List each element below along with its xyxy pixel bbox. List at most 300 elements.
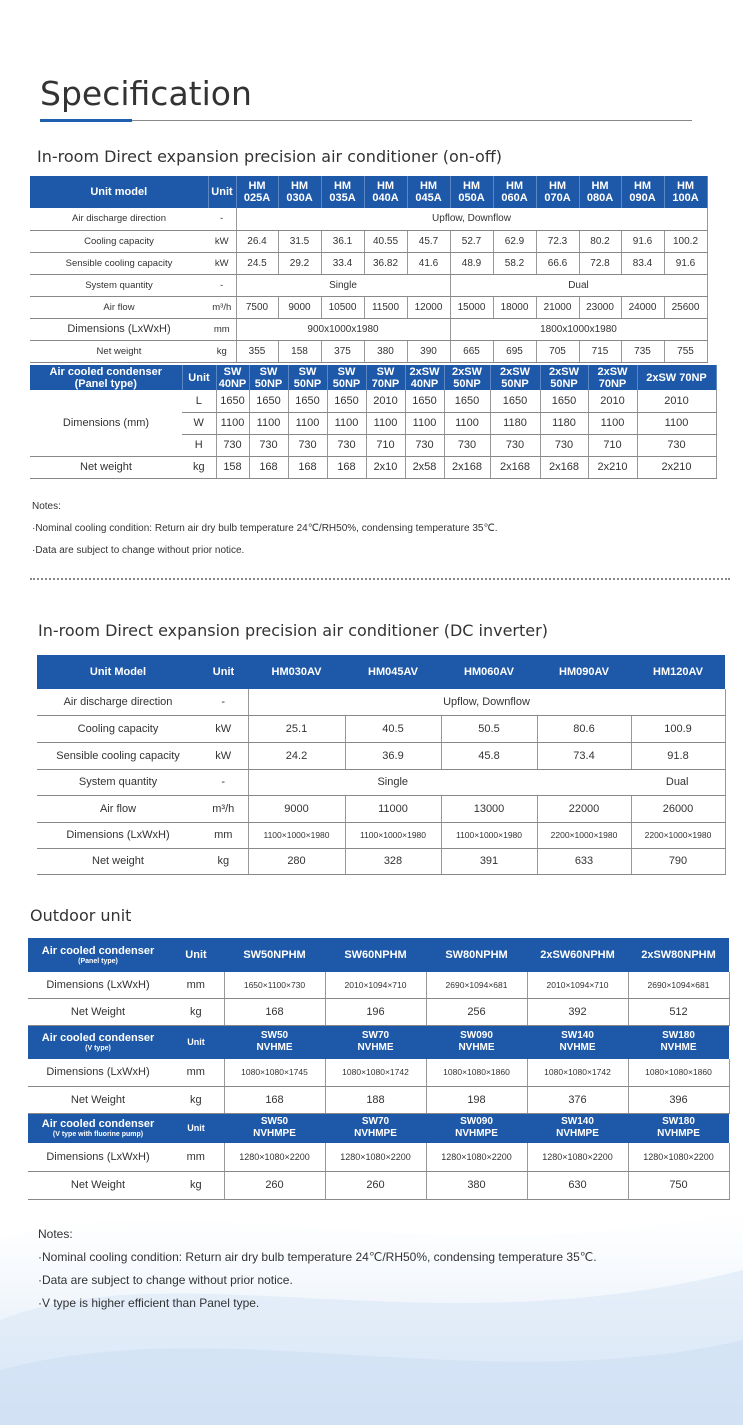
vtype-header-row [28, 1025, 729, 1059]
cell: 25.1 [248, 715, 345, 742]
header-unit-model: Unit Model [37, 655, 199, 689]
section1-condenser-table [30, 365, 716, 479]
table-row [28, 998, 729, 1025]
header-condenser-sub: (V type with fluorine pump) [52, 1130, 144, 1138]
cell: 1100 [249, 412, 288, 434]
cell: 730 [405, 434, 444, 456]
cell: 750 [628, 1171, 729, 1199]
cell: 1100 [288, 412, 327, 434]
note-item: ·Data are subject to change without prior notice. [32, 545, 245, 556]
cell: 11000 [345, 795, 441, 822]
cell: Dual [450, 274, 707, 296]
model-header: HM 025A [236, 176, 278, 208]
row-unit: mm [168, 972, 224, 998]
row-unit: mm [199, 822, 248, 848]
cell: 168 [224, 998, 325, 1025]
model-header: HM 060A [493, 176, 536, 208]
cell: 168 [249, 456, 288, 478]
cell: 48.9 [450, 252, 493, 274]
cell: 2x168 [490, 456, 540, 478]
cell: 33.4 [321, 252, 364, 274]
cell: 91.8 [631, 742, 725, 769]
cell: 1650 [327, 390, 366, 412]
header-condenser-label: Air cooled condenser [41, 1117, 155, 1130]
model-header: HM 100A [664, 176, 707, 208]
cell: 2x210 [637, 456, 716, 478]
row-unit: - [199, 689, 248, 715]
cell: 1100 [444, 412, 490, 434]
model-header: HM 035A [321, 176, 364, 208]
model-header: HM030AV [248, 655, 345, 689]
cell: 12000 [407, 296, 450, 318]
row-label: Sensible cooling capacity [30, 252, 208, 274]
row-label: Dimensions (mm) [30, 390, 182, 456]
row-unit: - [208, 274, 236, 296]
table-row [37, 795, 725, 822]
cell: 80.2 [579, 230, 621, 252]
cell: 1650 [249, 390, 288, 412]
model-header: SW 50NP [249, 365, 288, 390]
cell: 2690×1094×681 [426, 972, 527, 998]
cell: 36.1 [321, 230, 364, 252]
row-unit: m³/h [199, 795, 248, 822]
cell: 1100 [216, 412, 249, 434]
cell: 1080×1080×1860 [628, 1059, 729, 1086]
cell: 328 [345, 848, 441, 874]
row-label: Net Weight [28, 998, 168, 1025]
model-header: HM 050A [450, 176, 493, 208]
cell: 2x168 [444, 456, 490, 478]
header-condenser-label: Air cooled condenser [41, 1031, 155, 1044]
row-unit: kW [199, 715, 248, 742]
cell: 25600 [664, 296, 707, 318]
row-label: Cooling capacity [30, 230, 208, 252]
model-header: 2xSW 70NP [637, 365, 716, 390]
cell: 2010×1094×710 [527, 972, 628, 998]
row-unit: kW [208, 252, 236, 274]
model-header: SW80NPHM [426, 938, 527, 972]
row-unit: kg [168, 1171, 224, 1199]
cell: 41.6 [407, 252, 450, 274]
cell: 630 [527, 1171, 628, 1199]
cell: 755 [664, 340, 707, 362]
model-header: HM 090A [621, 176, 664, 208]
cell: 188 [325, 1086, 426, 1113]
cell: 91.6 [621, 230, 664, 252]
row-label: Air discharge direction [30, 208, 208, 230]
table-row [30, 318, 707, 340]
vpump-header-row [28, 1113, 729, 1143]
cell: 1280×1080×2200 [628, 1143, 729, 1171]
table-row [30, 340, 707, 362]
cell: 11500 [364, 296, 407, 318]
model-header: SW60NPHM [325, 938, 426, 972]
header-condenser-sub: (Panel type) [78, 957, 118, 965]
table-row [37, 742, 725, 769]
section1-header-row [30, 176, 707, 208]
table-row [30, 252, 707, 274]
cell: 1650 [288, 390, 327, 412]
cell: 1100×1000×1980 [441, 822, 537, 848]
section3-notes [38, 1223, 597, 1315]
cell: 735 [621, 340, 664, 362]
cell: 2x58 [405, 456, 444, 478]
cell: 391 [441, 848, 537, 874]
table-row [28, 1059, 729, 1086]
header-condenser [28, 938, 168, 972]
row-unit: H [182, 434, 216, 456]
cell: 2010 [637, 390, 716, 412]
model-header: 2xSW 50NP [540, 365, 588, 390]
cell: 72.8 [579, 252, 621, 274]
row-label: Net Weight [28, 1171, 168, 1199]
model-header: SW70 NVHME [325, 1025, 426, 1059]
cell: 2200×1000×1980 [631, 822, 725, 848]
cell: 2010 [588, 390, 637, 412]
cell: 73.4 [537, 742, 631, 769]
cell: 31.5 [278, 230, 321, 252]
model-header: 2xSW 50NP [490, 365, 540, 390]
model-header: SW50NPHM [224, 938, 325, 972]
cell: 7500 [236, 296, 278, 318]
cell: 730 [288, 434, 327, 456]
cell: 168 [288, 456, 327, 478]
cell: 376 [527, 1086, 628, 1113]
row-unit: mm [168, 1143, 224, 1171]
table-row [28, 1143, 729, 1171]
cell: 22000 [537, 795, 631, 822]
cell: 2x10 [366, 456, 405, 478]
row-label: Net weight [30, 340, 208, 362]
section3-title: Outdoor unit [30, 906, 132, 925]
cell: 24.2 [248, 742, 345, 769]
cell: 710 [588, 434, 637, 456]
cell: 280 [248, 848, 345, 874]
row-label: Air discharge direction [37, 689, 199, 715]
header-condenser [28, 1113, 168, 1143]
row-label: Dimensions (LxWxH) [30, 318, 208, 340]
row-unit: kW [208, 230, 236, 252]
header-unit: Unit [168, 1025, 224, 1059]
header-unit: Unit [208, 176, 236, 208]
cell: 1100 [366, 412, 405, 434]
cell: 10500 [321, 296, 364, 318]
row-label: Net Weight [28, 1086, 168, 1113]
table-row [30, 274, 707, 296]
cell: 2010×1094×710 [325, 972, 426, 998]
note-item: ·Nominal cooling condition: Return air dry bulb temperature 24℃/RH50%, condensing temperature 35℃. [38, 1250, 597, 1264]
cell: 1080×1080×1742 [527, 1059, 628, 1086]
cell: 1100 [588, 412, 637, 434]
model-header: SW50 NVHMPE [224, 1113, 325, 1143]
header-condenser: Air cooled condenser (Panel type) [30, 365, 182, 390]
cell: 1650×1100×730 [224, 972, 325, 998]
model-header: HM 070A [536, 176, 579, 208]
cell: 390 [407, 340, 450, 362]
row-label: Cooling capacity [37, 715, 199, 742]
table-row [30, 456, 716, 478]
section2-title: In-room Direct expansion precision air conditioner (DC inverter) [38, 621, 548, 640]
row-label: Dimensions (LxWxH) [28, 972, 168, 998]
cell: Dual [537, 769, 725, 795]
cell: 26000 [631, 795, 725, 822]
row-unit: kg [182, 456, 216, 478]
cell: 260 [224, 1171, 325, 1199]
cell: 2x168 [540, 456, 588, 478]
cell: 168 [327, 456, 366, 478]
cell: 900x1000x1980 [236, 318, 450, 340]
cell: 1650 [490, 390, 540, 412]
table-row [30, 208, 707, 230]
cell: 52.7 [450, 230, 493, 252]
cell: 80.6 [537, 715, 631, 742]
model-header: HM060AV [441, 655, 537, 689]
model-header: 2xSW60NPHM [527, 938, 628, 972]
model-header: SW180 NVHME [628, 1025, 729, 1059]
row-unit: kg [208, 340, 236, 362]
cell: 2x210 [588, 456, 637, 478]
cell: 790 [631, 848, 725, 874]
cell: 66.6 [536, 252, 579, 274]
model-header: 2xSW80NPHM [628, 938, 729, 972]
row-label: Dimensions (LxWxH) [37, 822, 199, 848]
table-row [37, 715, 725, 742]
cell: 62.9 [493, 230, 536, 252]
row-label: Net weight [30, 456, 182, 478]
model-header: HM045AV [345, 655, 441, 689]
row-unit: kg [199, 848, 248, 874]
table-row [28, 972, 729, 998]
header-condenser-sub: (V type) [85, 1044, 111, 1052]
cell: 256 [426, 998, 527, 1025]
cell: 1100×1000×1980 [345, 822, 441, 848]
row-unit: W [182, 412, 216, 434]
cell: 91.6 [664, 252, 707, 274]
cell: 24.5 [236, 252, 278, 274]
cell: 260 [325, 1171, 426, 1199]
cell: 633 [537, 848, 631, 874]
table-row [30, 230, 707, 252]
row-unit: - [208, 208, 236, 230]
model-header: HM 040A [364, 176, 407, 208]
cell: 1280×1080×2200 [325, 1143, 426, 1171]
table-row [30, 390, 716, 412]
cell: 730 [327, 434, 366, 456]
table-row [30, 296, 707, 318]
note-item: ·Nominal cooling condition: Return air dry bulb temperature 24℃/RH50%, condensing temperature 35℃. [32, 523, 498, 534]
section1-table [30, 176, 708, 363]
model-header: HM090AV [537, 655, 631, 689]
title-rule-accent [40, 119, 132, 122]
cell: 1100×1000×1980 [248, 822, 345, 848]
model-header: SW 50NP [288, 365, 327, 390]
model-header: SW 70NP [366, 365, 405, 390]
cell: 1800x1000x1980 [450, 318, 707, 340]
cell: 715 [579, 340, 621, 362]
model-header: SW 40NP [216, 365, 249, 390]
cell: 15000 [450, 296, 493, 318]
cell: 40.5 [345, 715, 441, 742]
model-header: HM 080A [579, 176, 621, 208]
section-divider [30, 578, 730, 580]
panel-header-row [28, 938, 729, 972]
cell: 730 [490, 434, 540, 456]
cell: 1650 [444, 390, 490, 412]
cell: 24000 [621, 296, 664, 318]
cell: 380 [364, 340, 407, 362]
cell: 1080×1080×1742 [325, 1059, 426, 1086]
row-unit: m³/h [208, 296, 236, 318]
cell: 2690×1094×681 [628, 972, 729, 998]
cell: 695 [493, 340, 536, 362]
row-unit: L [182, 390, 216, 412]
cell: 730 [249, 434, 288, 456]
cell: 730 [216, 434, 249, 456]
model-header: 2xSW 50NP [444, 365, 490, 390]
model-header: SW 50NP [327, 365, 366, 390]
model-header: HM 030A [278, 176, 321, 208]
row-unit: - [199, 769, 248, 795]
section1-title: In-room Direct expansion precision air conditioner (on-off) [37, 147, 502, 166]
note-item: ·V type is higher efficient than Panel type. [38, 1296, 260, 1310]
row-unit: mm [168, 1059, 224, 1086]
cell: 72.3 [536, 230, 579, 252]
model-header: HM120AV [631, 655, 725, 689]
table-row [37, 822, 725, 848]
cell: 26.4 [236, 230, 278, 252]
section2-table [37, 655, 726, 875]
row-label: Air flow [30, 296, 208, 318]
model-header: 2xSW 70NP [588, 365, 637, 390]
cell: 21000 [536, 296, 579, 318]
cell: 13000 [441, 795, 537, 822]
row-label: Air flow [37, 795, 199, 822]
condenser-header-row [30, 365, 716, 390]
row-label: Net weight [37, 848, 199, 874]
model-header: 2xSW 40NP [405, 365, 444, 390]
cell: 9000 [248, 795, 345, 822]
table-row [28, 1171, 729, 1199]
header-unit: Unit [168, 938, 224, 972]
cell: 730 [637, 434, 716, 456]
row-label: Dimensions (LxWxH) [28, 1143, 168, 1171]
cell: 29.2 [278, 252, 321, 274]
cell: 158 [278, 340, 321, 362]
cell: 45.7 [407, 230, 450, 252]
cell: 158 [216, 456, 249, 478]
cell: 1100 [637, 412, 716, 434]
cell: 1280×1080×2200 [224, 1143, 325, 1171]
cell: 18000 [493, 296, 536, 318]
cell: 2200×1000×1980 [537, 822, 631, 848]
outdoor-table [28, 938, 730, 1200]
cell: 1100 [327, 412, 366, 434]
row-label: System quantity [30, 274, 208, 296]
table-row [37, 848, 725, 874]
model-header: SW090 NVHMPE [426, 1113, 527, 1143]
header-condenser [28, 1025, 168, 1059]
cell: 9000 [278, 296, 321, 318]
cell: 100.2 [664, 230, 707, 252]
cell: 710 [366, 434, 405, 456]
header-condenser-label: Air cooled condenser [41, 944, 155, 957]
cell: Single [248, 769, 537, 795]
cell: 83.4 [621, 252, 664, 274]
cell: 23000 [579, 296, 621, 318]
table-row [37, 689, 725, 715]
cell: 50.5 [441, 715, 537, 742]
cell: 1180 [490, 412, 540, 434]
cell: 2010 [366, 390, 405, 412]
cell: 1100 [405, 412, 444, 434]
cell: 396 [628, 1086, 729, 1113]
model-header: SW090 NVHME [426, 1025, 527, 1059]
cell: 40.55 [364, 230, 407, 252]
note-item: ·Data are subject to change without prior notice. [38, 1273, 293, 1287]
notes-heading: Notes: [38, 1227, 73, 1241]
cell: Upflow, Downflow [236, 208, 707, 230]
row-label: Sensible cooling capacity [37, 742, 199, 769]
section1-notes [32, 496, 497, 562]
cell: 512 [628, 998, 729, 1025]
header-unit: Unit [182, 365, 216, 390]
model-header: SW140 NVHMPE [527, 1113, 628, 1143]
cell: 198 [426, 1086, 527, 1113]
cell: 375 [321, 340, 364, 362]
cell: 58.2 [493, 252, 536, 274]
cell: 196 [325, 998, 426, 1025]
row-unit: kW [199, 742, 248, 769]
cell: 100.9 [631, 715, 725, 742]
cell: 1280×1080×2200 [527, 1143, 628, 1171]
cell: 1180 [540, 412, 588, 434]
section2-header-row [37, 655, 725, 689]
cell: Upflow, Downflow [248, 689, 725, 715]
header-unit: Unit [199, 655, 248, 689]
cell: Single [236, 274, 450, 296]
row-label: Dimensions (LxWxH) [28, 1059, 168, 1086]
cell: 392 [527, 998, 628, 1025]
row-unit: mm [208, 318, 236, 340]
cell: 1650 [540, 390, 588, 412]
model-header: SW140 NVHME [527, 1025, 628, 1059]
row-label: System quantity [37, 769, 199, 795]
cell: 730 [540, 434, 588, 456]
cell: 36.82 [364, 252, 407, 274]
page-title: Specification [40, 74, 252, 113]
row-unit: kg [168, 1086, 224, 1113]
cell: 36.9 [345, 742, 441, 769]
title-rule [40, 120, 692, 121]
model-header: SW70 NVHMPE [325, 1113, 426, 1143]
model-header: HM 045A [407, 176, 450, 208]
cell: 380 [426, 1171, 527, 1199]
model-header: SW50 NVHME [224, 1025, 325, 1059]
cell: 1080×1080×1860 [426, 1059, 527, 1086]
header-unit-model: Unit model [30, 176, 208, 208]
header-unit: Unit [168, 1113, 224, 1143]
cell: 168 [224, 1086, 325, 1113]
table-row [28, 1086, 729, 1113]
table-row [37, 769, 725, 795]
cell: 665 [450, 340, 493, 362]
cell: 1650 [216, 390, 249, 412]
cell: 45.8 [441, 742, 537, 769]
cell: 730 [444, 434, 490, 456]
cell: 355 [236, 340, 278, 362]
cell: 1280×1080×2200 [426, 1143, 527, 1171]
cell: 705 [536, 340, 579, 362]
